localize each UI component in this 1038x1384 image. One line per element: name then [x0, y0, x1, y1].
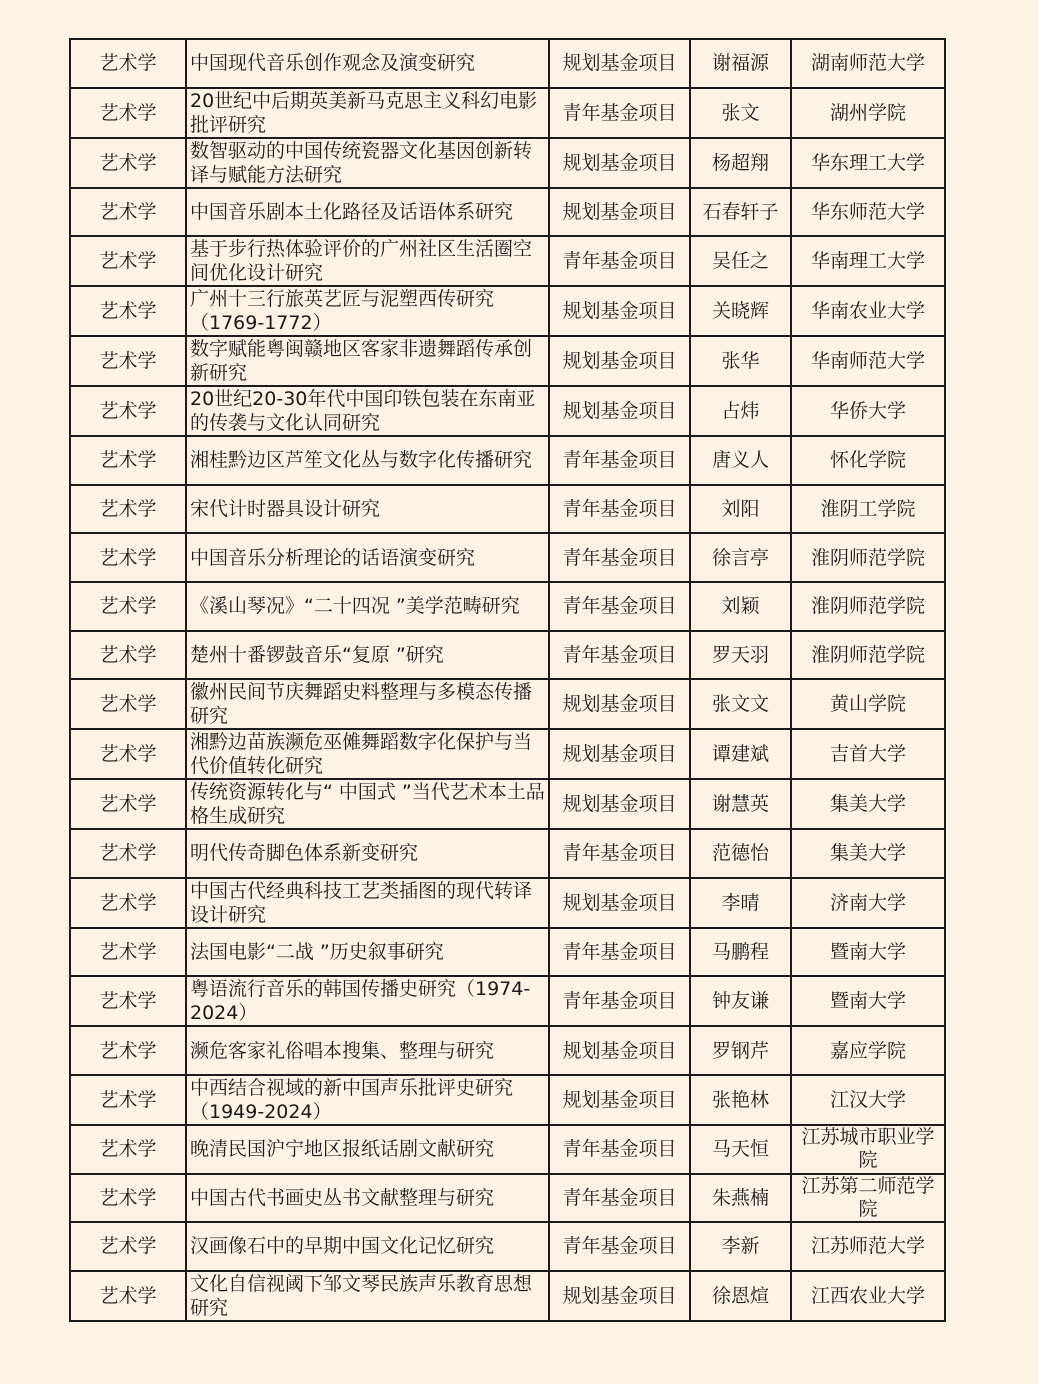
project-title-text: 中国古代书画史丛书文献整理与研究: [190, 1186, 495, 1209]
institution-cell: 江苏城市职业学院: [791, 1125, 945, 1174]
project-type-cell: 规划基金项目: [549, 1075, 690, 1125]
institution-cell: 黄山学院: [791, 679, 945, 729]
institution-cell: 淮阴师范学院: [791, 631, 945, 680]
project-type-cell: 规划基金项目: [549, 336, 690, 386]
discipline-cell: 艺术学: [70, 779, 186, 829]
project-title-cell: [186, 976, 549, 1026]
institution-cell: 华南理工大学: [791, 236, 945, 286]
project-type-cell: 青年基金项目: [549, 1174, 690, 1223]
principal-investigator-cell: 马鹏程: [690, 928, 791, 977]
discipline-cell: 艺术学: [70, 533, 186, 582]
project-title-cell: [186, 188, 549, 237]
table-row: [70, 88, 945, 138]
principal-investigator-cell: 杨超翔: [690, 138, 791, 188]
discipline-cell: 艺术学: [70, 336, 186, 386]
table-row: [70, 1174, 945, 1223]
discipline-cell: 艺术学: [70, 39, 186, 88]
table-row: [70, 729, 945, 779]
project-type-cell: 规划基金项目: [549, 779, 690, 829]
project-title-text: 数字赋能粤闽赣地区客家非遗舞蹈传承创新研究: [190, 338, 533, 385]
institution-cell: 淮阴师范学院: [791, 533, 945, 582]
discipline-cell: 艺术学: [70, 1271, 186, 1321]
project-title-text: 广州十三行旅英艺匠与泥塑西传研究（1769-1772）: [190, 288, 495, 335]
institution-cell: 暨南大学: [791, 928, 945, 977]
principal-investigator-cell: 马天恒: [690, 1125, 791, 1174]
table-row: [70, 533, 945, 582]
discipline-cell: 艺术学: [70, 928, 186, 977]
principal-investigator-cell: 刘阳: [690, 485, 791, 534]
project-type-cell: 青年基金项目: [549, 928, 690, 977]
principal-investigator-cell: 朱燕楠: [690, 1174, 791, 1223]
project-title-cell: [186, 286, 549, 336]
principal-investigator-cell: 谢慧英: [690, 779, 791, 829]
project-title-text: 楚州十番锣鼓音乐“复原 ”研究: [190, 643, 444, 666]
project-type-cell: 青年基金项目: [549, 1125, 690, 1174]
institution-cell: 集美大学: [791, 779, 945, 829]
principal-investigator-cell: 唐义人: [690, 436, 791, 485]
project-title-text: 数智驱动的中国传统瓷器文化基因创新转译与赋能方法研究: [190, 139, 533, 186]
project-title-text: 文化自信视阈下邹文琴民族声乐教育思想研究: [190, 1272, 533, 1319]
project-type-cell: 规划基金项目: [549, 188, 690, 237]
table-row: [70, 1125, 945, 1174]
project-type-cell: 规划基金项目: [549, 729, 690, 779]
principal-investigator-cell: 罗钢芹: [690, 1026, 791, 1075]
project-title-cell: [186, 679, 549, 729]
institution-cell: 吉首大学: [791, 729, 945, 779]
project-title-cell: [186, 779, 549, 829]
discipline-cell: 艺术学: [70, 188, 186, 237]
project-title-text: 基于步行热体验评价的广州社区生活圈空间优化设计研究: [190, 238, 533, 285]
project-type-cell: 规划基金项目: [549, 138, 690, 188]
principal-investigator-cell: 石春轩子: [690, 188, 791, 237]
project-title-text: 粤语流行音乐的韩国传播史研究（1974-2024）: [190, 978, 531, 1025]
table-row: [70, 976, 945, 1026]
project-title-cell: [186, 336, 549, 386]
project-type-cell: 规划基金项目: [549, 679, 690, 729]
institution-cell: 济南大学: [791, 878, 945, 928]
discipline-cell: 艺术学: [70, 436, 186, 485]
project-type-cell: 青年基金项目: [549, 829, 690, 878]
table-row: [70, 1222, 945, 1271]
table-body: [70, 39, 945, 1321]
table-row: [70, 236, 945, 286]
institution-cell: 华东师范大学: [791, 188, 945, 237]
project-type-cell: 青年基金项目: [549, 582, 690, 631]
project-title-cell: [186, 829, 549, 878]
discipline-cell: 艺术学: [70, 631, 186, 680]
principal-investigator-cell: 范德怡: [690, 829, 791, 878]
project-title-text: 《溪山琴况》“二十四况 ”美学范畴研究: [190, 595, 520, 618]
discipline-cell: 艺术学: [70, 679, 186, 729]
project-title-cell: [186, 1075, 549, 1125]
table-row: [70, 1026, 945, 1075]
project-title-cell: [186, 88, 549, 138]
discipline-cell: 艺术学: [70, 878, 186, 928]
table-row: [70, 188, 945, 237]
project-title-text: 法国电影“二战 ”历史叙事研究: [190, 941, 444, 964]
project-title-cell: [186, 1125, 549, 1174]
principal-investigator-cell: 李晴: [690, 878, 791, 928]
project-type-cell: 青年基金项目: [549, 436, 690, 485]
principal-investigator-cell: 张文: [690, 88, 791, 138]
institution-cell: 华南师范大学: [791, 336, 945, 386]
table-row: [70, 928, 945, 977]
table-row: [70, 779, 945, 829]
principal-investigator-cell: 张华: [690, 336, 791, 386]
discipline-cell: 艺术学: [70, 485, 186, 534]
grant-project-table: [69, 38, 946, 1322]
project-title-cell: [186, 878, 549, 928]
discipline-cell: 艺术学: [70, 88, 186, 138]
project-type-cell: 青年基金项目: [549, 631, 690, 680]
project-title-cell: [186, 1174, 549, 1223]
principal-investigator-cell: 关晓辉: [690, 286, 791, 336]
discipline-cell: 艺术学: [70, 236, 186, 286]
discipline-cell: 艺术学: [70, 1174, 186, 1223]
project-title-text: 中国古代经典科技工艺类插图的现代转译设计研究: [190, 879, 533, 926]
institution-cell: 湖南师范大学: [791, 39, 945, 88]
project-title-text: 湘黔边苗族濒危巫傩舞蹈数字化保护与当代价值转化研究: [190, 731, 533, 778]
discipline-cell: 艺术学: [70, 729, 186, 779]
discipline-cell: 艺术学: [70, 286, 186, 336]
project-title-text: 20世纪20-30年代中国印铁包装在东南亚的传袭与文化认同研究: [190, 388, 536, 435]
institution-cell: 淮阴师范学院: [791, 582, 945, 631]
institution-cell: 湖州学院: [791, 88, 945, 138]
project-title-cell: [186, 631, 549, 680]
discipline-cell: 艺术学: [70, 386, 186, 436]
discipline-cell: 艺术学: [70, 829, 186, 878]
discipline-cell: 艺术学: [70, 1026, 186, 1075]
principal-investigator-cell: 张艳林: [690, 1075, 791, 1125]
project-title-cell: [186, 1026, 549, 1075]
project-title-cell: [186, 485, 549, 534]
table-row: [70, 138, 945, 188]
institution-cell: 华侨大学: [791, 386, 945, 436]
project-title-cell: [186, 533, 549, 582]
project-type-cell: 规划基金项目: [549, 386, 690, 436]
principal-investigator-cell: 占炜: [690, 386, 791, 436]
institution-cell: 江苏师范大学: [791, 1222, 945, 1271]
project-title-text: 中西结合视域的新中国声乐批评史研究（1949-2024）: [190, 1076, 514, 1123]
institution-cell: 嘉应学院: [791, 1026, 945, 1075]
table-row: [70, 286, 945, 336]
table-row: [70, 436, 945, 485]
table-row: [70, 336, 945, 386]
principal-investigator-cell: 李新: [690, 1222, 791, 1271]
institution-cell: 华南农业大学: [791, 286, 945, 336]
table-row: [70, 386, 945, 436]
project-type-cell: 规划基金项目: [549, 878, 690, 928]
principal-investigator-cell: 谢福源: [690, 39, 791, 88]
project-title-text: 明代传奇脚色体系新变研究: [190, 842, 419, 865]
discipline-cell: 艺术学: [70, 582, 186, 631]
project-title-text: 中国现代音乐创作观念及演变研究: [190, 52, 476, 75]
table-row: [70, 878, 945, 928]
project-type-cell: 青年基金项目: [549, 236, 690, 286]
discipline-cell: 艺术学: [70, 138, 186, 188]
institution-cell: 华东理工大学: [791, 138, 945, 188]
institution-cell: 江西农业大学: [791, 1271, 945, 1321]
project-title-cell: [186, 236, 549, 286]
principal-investigator-cell: 徐恩煊: [690, 1271, 791, 1321]
project-title-text: 宋代计时器具设计研究: [190, 498, 381, 521]
project-title-cell: [186, 138, 549, 188]
institution-cell: 淮阴工学院: [791, 485, 945, 534]
project-title-text: 中国音乐分析理论的话语演变研究: [190, 546, 476, 569]
project-title-cell: [186, 39, 549, 88]
project-title-text: 中国音乐剧本土化路径及话语体系研究: [190, 200, 514, 223]
institution-cell: 怀化学院: [791, 436, 945, 485]
project-title-cell: [186, 928, 549, 977]
table-row: [70, 582, 945, 631]
principal-investigator-cell: 钟友谦: [690, 976, 791, 1026]
project-type-cell: 青年基金项目: [549, 88, 690, 138]
principal-investigator-cell: 谭建斌: [690, 729, 791, 779]
principal-investigator-cell: 刘颖: [690, 582, 791, 631]
principal-investigator-cell: 吴任之: [690, 236, 791, 286]
project-title-cell: [186, 436, 549, 485]
project-title-cell: [186, 386, 549, 436]
project-type-cell: 规划基金项目: [549, 1271, 690, 1321]
institution-cell: 江汉大学: [791, 1075, 945, 1125]
discipline-cell: 艺术学: [70, 1075, 186, 1125]
table-row: [70, 829, 945, 878]
project-type-cell: 青年基金项目: [549, 1222, 690, 1271]
project-title-cell: [186, 729, 549, 779]
principal-investigator-cell: 罗天羽: [690, 631, 791, 680]
project-title-text: 20世纪中后期英美新马克思主义科幻电影批评研究: [190, 89, 538, 136]
project-type-cell: 规划基金项目: [549, 1026, 690, 1075]
project-type-cell: 青年基金项目: [549, 533, 690, 582]
project-title-cell: [186, 582, 549, 631]
project-title-text: 湘桂黔边区芦笙文化丛与数字化传播研究: [190, 449, 533, 472]
institution-cell: 江苏第二师范学院: [791, 1174, 945, 1223]
principal-investigator-cell: 徐言亭: [690, 533, 791, 582]
project-title-text: 汉画像石中的早期中国文化记忆研究: [190, 1235, 495, 1258]
project-title-cell: [186, 1271, 549, 1321]
principal-investigator-cell: 张文文: [690, 679, 791, 729]
project-title-cell: [186, 1222, 549, 1271]
project-type-cell: 青年基金项目: [549, 485, 690, 534]
project-title-text: 徽州民间节庆舞蹈史料整理与多模态传播研究: [190, 681, 533, 728]
project-type-cell: 青年基金项目: [549, 976, 690, 1026]
discipline-cell: 艺术学: [70, 1222, 186, 1271]
table-row: [70, 39, 945, 88]
table-row: [70, 485, 945, 534]
institution-cell: 暨南大学: [791, 976, 945, 1026]
table-row: [70, 1075, 945, 1125]
project-title-text: 濒危客家礼俗唱本搜集、整理与研究: [190, 1039, 495, 1062]
project-type-cell: 规划基金项目: [549, 286, 690, 336]
institution-cell: 集美大学: [791, 829, 945, 878]
project-title-text: 传统资源转化与“ 中国式 ”当代艺术本土品格生成研究: [190, 781, 545, 828]
table-row: [70, 1271, 945, 1321]
discipline-cell: 艺术学: [70, 1125, 186, 1174]
table-row: [70, 631, 945, 680]
discipline-cell: 艺术学: [70, 976, 186, 1026]
project-type-cell: 规划基金项目: [549, 39, 690, 88]
table-row: [70, 679, 945, 729]
project-title-text: 晚清民国沪宁地区报纸话剧文献研究: [190, 1138, 495, 1161]
